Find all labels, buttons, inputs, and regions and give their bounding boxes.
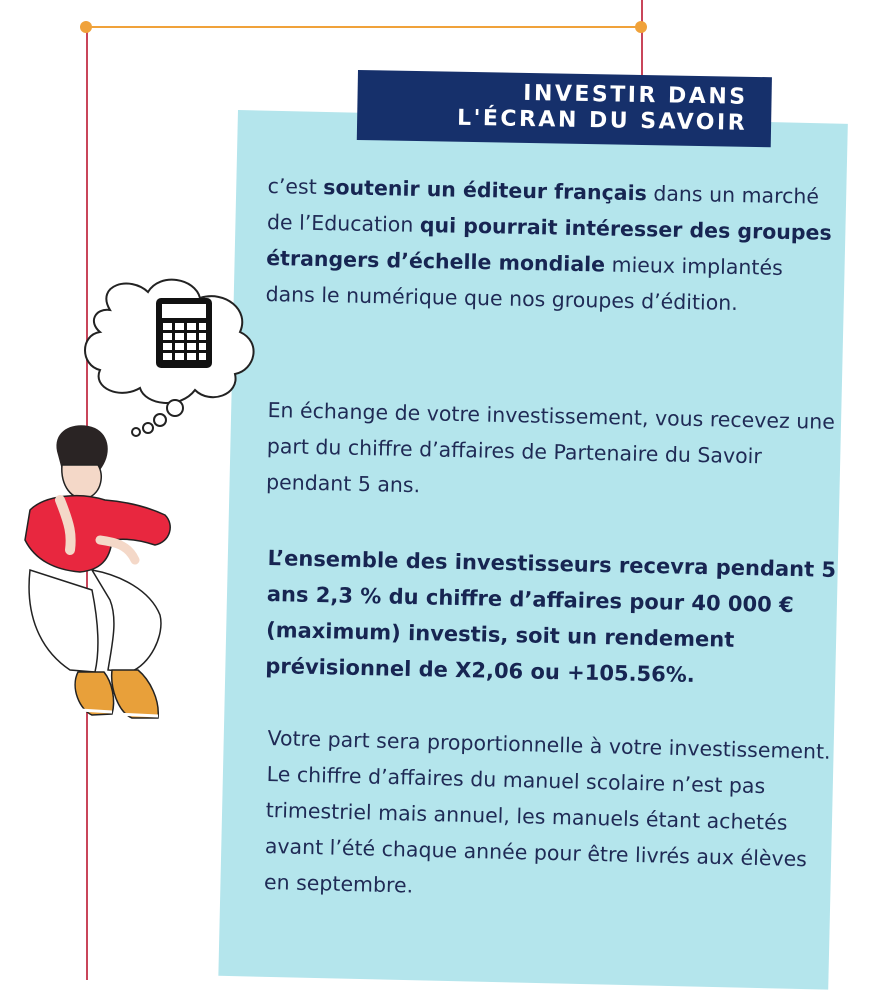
banner-line-1: INVESTIR DANS — [523, 80, 748, 110]
title-banner — [357, 70, 772, 147]
intro-text-2: dans un marché de l’Education — [266, 181, 820, 237]
intro-text-1: c’est — [267, 173, 324, 200]
paragraph-return: L’ensemble des investisseurs recevra pendant 5 ans 2,3 % du chiffre d’affaires pour 40 000 € (maximum) investis, soit un rendement prévisionnel de X2,06 ou +105.56%. — [265, 545, 837, 687]
calculator-icon — [156, 298, 212, 368]
thinking-person-illustration — [0, 270, 270, 730]
paragraph-share: Votre part sera proportionnelle à votre investissement. Le chiffre d’affaires du manuel scolaire n’est pas trimestriel mais annuel, les manuels étant achetés avant l’été chaque année pour être livrés aux élèves en septembre. — [263, 725, 831, 898]
deco-dot-left — [80, 21, 92, 33]
paragraph-intro — [265, 168, 838, 323]
paragraph-exchange: En échange de votre investissement, vous recevez une part du chiffre d’affaires de Partenaire du Savoir pendant 5 ans. — [265, 397, 836, 498]
intro-bold-2: qui pourrait intéresser des groupes étrangers d’échelle mondiale — [266, 212, 832, 277]
banner-line-2: L'ÉCRAN DU SAVOIR — [456, 105, 748, 136]
deco-dot-right — [635, 21, 647, 33]
intro-text-3: mieux implantés dans le numérique que nos groupes d’édition. — [265, 252, 784, 316]
deco-line-top — [86, 26, 642, 28]
person-figure — [25, 425, 170, 718]
intro-bold-1: soutenir un éditeur français — [323, 175, 648, 206]
